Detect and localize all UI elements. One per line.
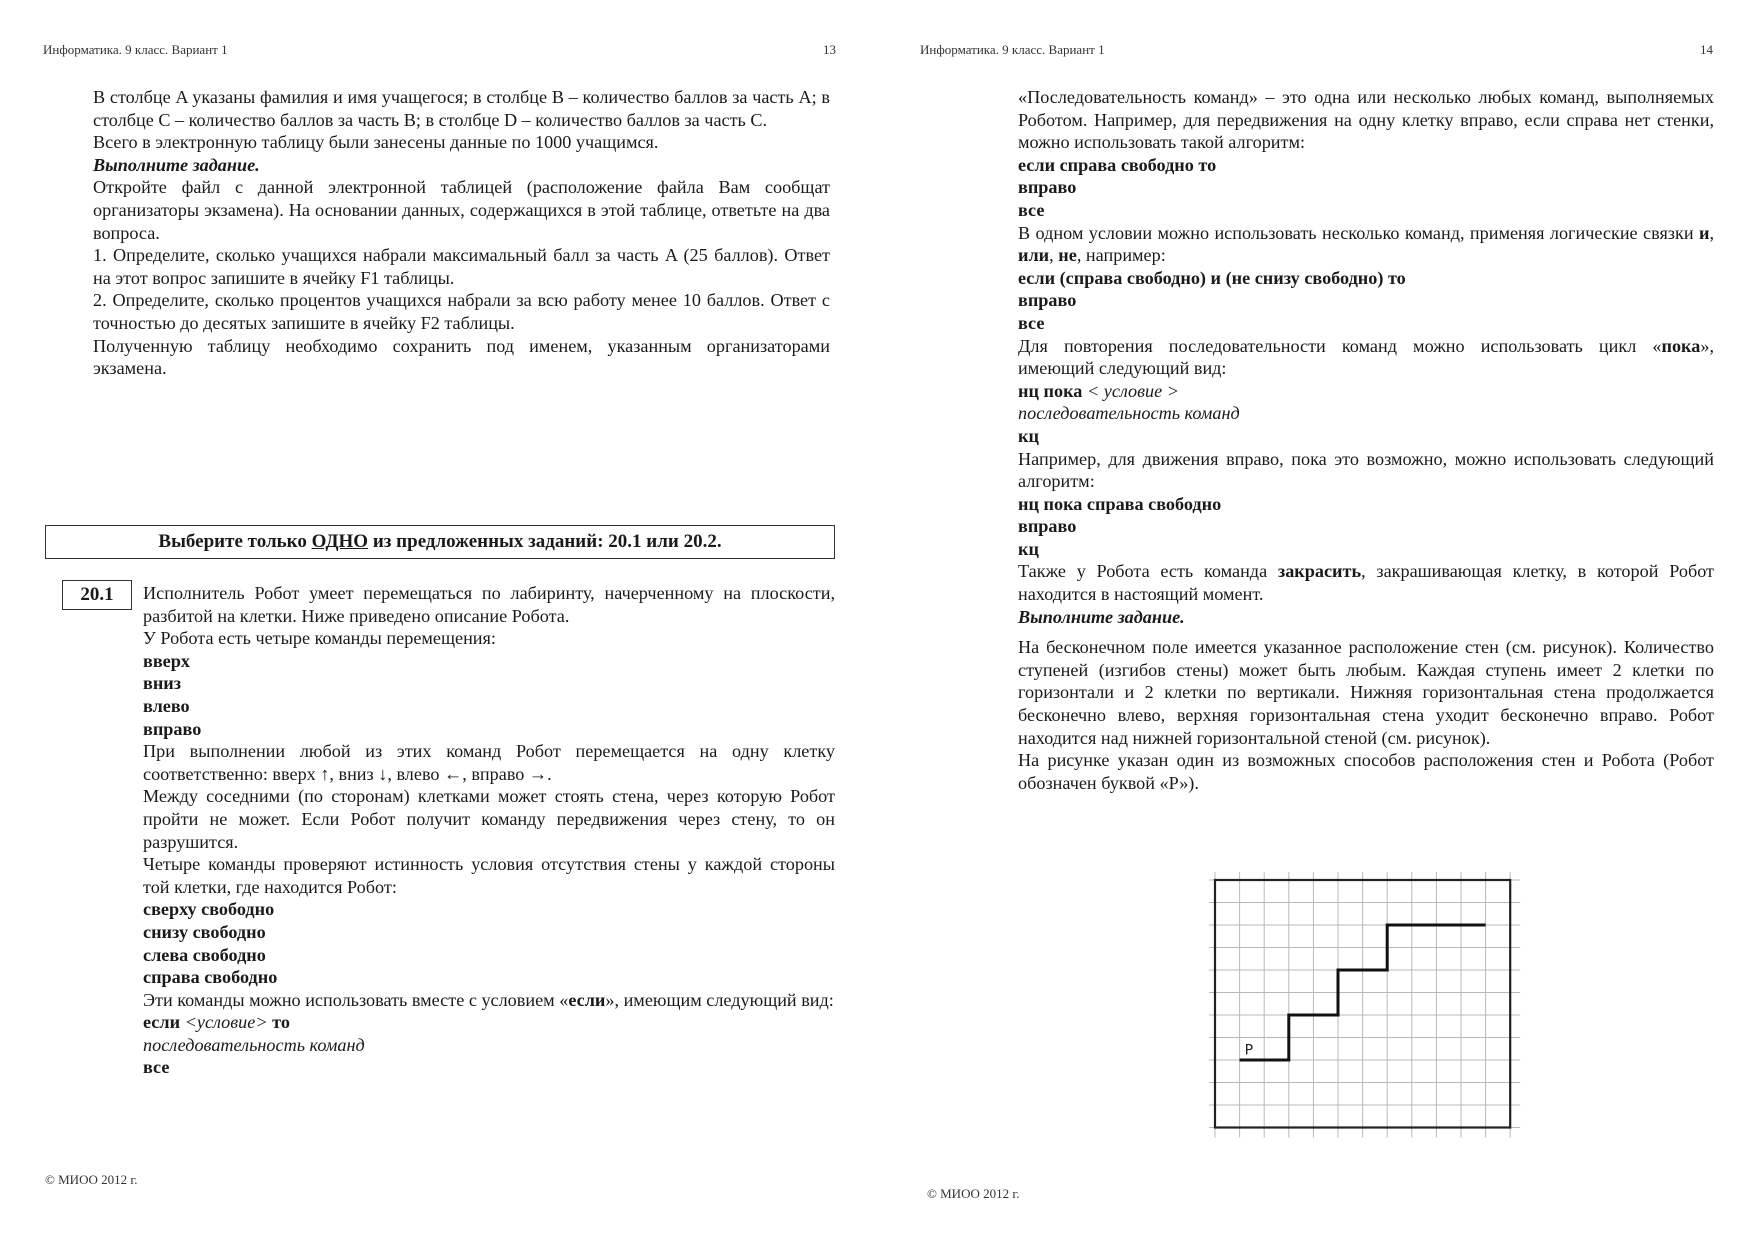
sequence-placeholder: последовательность команд	[143, 1034, 365, 1055]
code-line: вправо	[1018, 290, 1077, 311]
keyword: то	[272, 1012, 290, 1033]
footer-copyright: © МИОО 2012 г.	[45, 1172, 138, 1187]
keyword: если	[568, 989, 606, 1010]
text: Для повторения последовательности команд можно использовать цикл «	[1018, 335, 1662, 356]
keyword: закрасить	[1277, 561, 1362, 582]
figure-caption: На рисунке указан один из возможных способов расположения стен и Робота (Робот обозначен буквой «Р»).	[1018, 750, 1714, 793]
paragraph: На бесконечном поле имеется указанное расположение стен (см. рисунок). Количество ступеней (изгибов стены) может быть любым. Каждая ступень имеет 2 клетки по горизонтали и 2 клетки по вертикали. Нижняя горизонтальная стена продолжается бесконечно влево, верхняя горизонтальная стена уходит бесконечно вправо. Робот находится над нижней горизонтальной стеной (см. рисунок).	[1018, 637, 1714, 748]
command-down: вниз	[143, 673, 182, 694]
code-line: нц пока справа свободно	[1018, 493, 1222, 514]
running-head: Информатика. 9 класс. Вариант 1	[920, 42, 1105, 57]
loop-form-line	[1018, 380, 1714, 403]
code-line: если справа свободно то	[1018, 154, 1217, 175]
sequence-placeholder: последовательность команд	[1018, 403, 1240, 424]
keyword: пока	[1661, 335, 1701, 356]
keyword: и	[1698, 222, 1710, 243]
do-task-heading: Выполните задание.	[1018, 606, 1185, 627]
intro-section	[93, 86, 830, 380]
command-left: влево	[143, 695, 190, 716]
paragraph: «Последовательность команд» – это одна или несколько любых команд, выполняемых Роботом. Например, для передвижения на одну клетку вправо, если справа нет стенки, можно использовать такой алгоритм:	[1018, 87, 1714, 153]
check-bottom-free: снизу свободно	[143, 921, 266, 942]
code-line: вправо	[1018, 516, 1077, 537]
paragraph: Исполнитель Робот умеет перемещаться по лабиринту, начерченному на плоскости, разбитой на клетки. Ниже приведено описание Робота.	[143, 583, 835, 626]
if-form-line	[143, 1011, 835, 1034]
choose-text: из предложенных заданий: 20.1 или 20.2.	[368, 531, 722, 552]
question-1: 1. Определите, сколько учащихся набрали максимальный балл за часть A (25 баллов). Ответ на этот вопрос запишите в ячейку F1 таблицы.	[93, 245, 830, 288]
check-right-free: справа свободно	[143, 967, 278, 988]
keyword-end-loop: кц	[1018, 425, 1039, 446]
footer-copyright: © МИОО 2012 г.	[927, 1186, 1020, 1201]
code-line: кц	[1018, 538, 1039, 559]
page-number: 13	[823, 42, 836, 57]
command-right: вправо	[143, 718, 202, 739]
check-top-free: сверху свободно	[143, 899, 275, 920]
command-up: вверх	[143, 650, 190, 671]
text: В одном условии можно использовать несколько команд, применяя логические связки	[1018, 222, 1699, 243]
paragraph: В столбце A указаны фамилия и имя учащегося; в столбце B – количество баллов за часть A; в столбце C – количество баллов за часть B; в столбце D – количество баллов за часть C.	[93, 87, 830, 130]
code-line: если (справа свободно) и (не снизу свободно) то	[1018, 267, 1406, 288]
running-head: Информатика. 9 класс. Вариант 1	[43, 42, 228, 57]
choose-emphasis: ОДНО	[311, 531, 369, 552]
keyword: или	[1018, 245, 1050, 266]
paragraph: Всего в электронную таблицу были занесены данные по 1000 учащимся.	[93, 132, 659, 153]
paragraph: В одном условии можно использовать несколько команд, применяя логические связки и, или, не, например:	[1018, 222, 1714, 266]
text: », имеющий следующий вид:	[1018, 335, 1714, 379]
paragraph: При выполнении любой из этих команд Робот перемещается на одну клетку соответственно: вверх ↑, вниз ↓, влево ←, вправо →.	[143, 741, 835, 784]
paragraph: Например, для движения вправо, пока это возможно, можно использовать следующий алгоритм:	[1018, 448, 1714, 492]
choose-text: Выберите только	[158, 531, 312, 552]
robot-field-figure	[1205, 870, 1525, 1144]
keyword: не	[1058, 245, 1077, 266]
task-20-1-body	[143, 582, 835, 1079]
keyword-end: все	[143, 1057, 170, 1078]
text: , закрашивающая клетку, в которой Робот находится в настоящий момент.	[1018, 561, 1715, 605]
do-task-heading: Выполните задание.	[93, 154, 260, 175]
placeholder: < условие >	[1086, 380, 1180, 401]
robot-marker: Р	[1244, 1042, 1254, 1059]
paragraph	[1018, 335, 1714, 380]
right-body	[1018, 86, 1714, 794]
text: Также у Робота есть команда	[1018, 561, 1278, 582]
paragraph: Откройте файл с данной электронной таблицей (расположение файла Вам сообщат организаторы экзамена). На основании данных, содержащихся в этой таблице, ответьте на два вопроса.	[93, 177, 830, 243]
page-number: 14	[1700, 42, 1713, 57]
keyword: если	[143, 1012, 181, 1033]
paragraph	[143, 989, 835, 1012]
paragraph: Полученную таблицу необходимо сохранить под именем, указанным организаторами экзамена.	[93, 335, 830, 379]
text: Эти команды можно использовать вместе с условием «	[143, 989, 569, 1010]
grid-figure-svg	[1205, 870, 1525, 1140]
text: », имеющим следующий вид:	[605, 989, 834, 1010]
placeholder: <условие>	[184, 1012, 268, 1033]
code-line: все	[1018, 199, 1045, 220]
code-line: вправо	[1018, 177, 1077, 198]
question-2: 2. Определите, сколько процентов учащихся набрали за всю работу менее 10 баллов. Ответ с точностью до десятых запишите в ячейку F2 таблицы.	[93, 290, 830, 333]
check-left-free: слева свободно	[143, 944, 266, 965]
keyword: нц пока	[1018, 380, 1083, 401]
paragraph: У Робота есть четыре команды перемещения:	[143, 628, 496, 649]
code-line: все	[1018, 312, 1045, 333]
choose-one-task-box	[45, 525, 835, 559]
task-number-badge: 20.1	[62, 580, 132, 610]
paragraph: Между соседними (по сторонам) клетками может стоять стена, через которую Робот пройти не может. Если Робот получит команду передвижения через стену, то он разрушится.	[143, 786, 835, 852]
paragraph	[1018, 560, 1714, 605]
paragraph: Четыре команды проверяют истинность условия отсутствия стены у каждой стороны той клетки, где находится Робот:	[143, 854, 835, 897]
text: , например:	[1076, 245, 1166, 266]
